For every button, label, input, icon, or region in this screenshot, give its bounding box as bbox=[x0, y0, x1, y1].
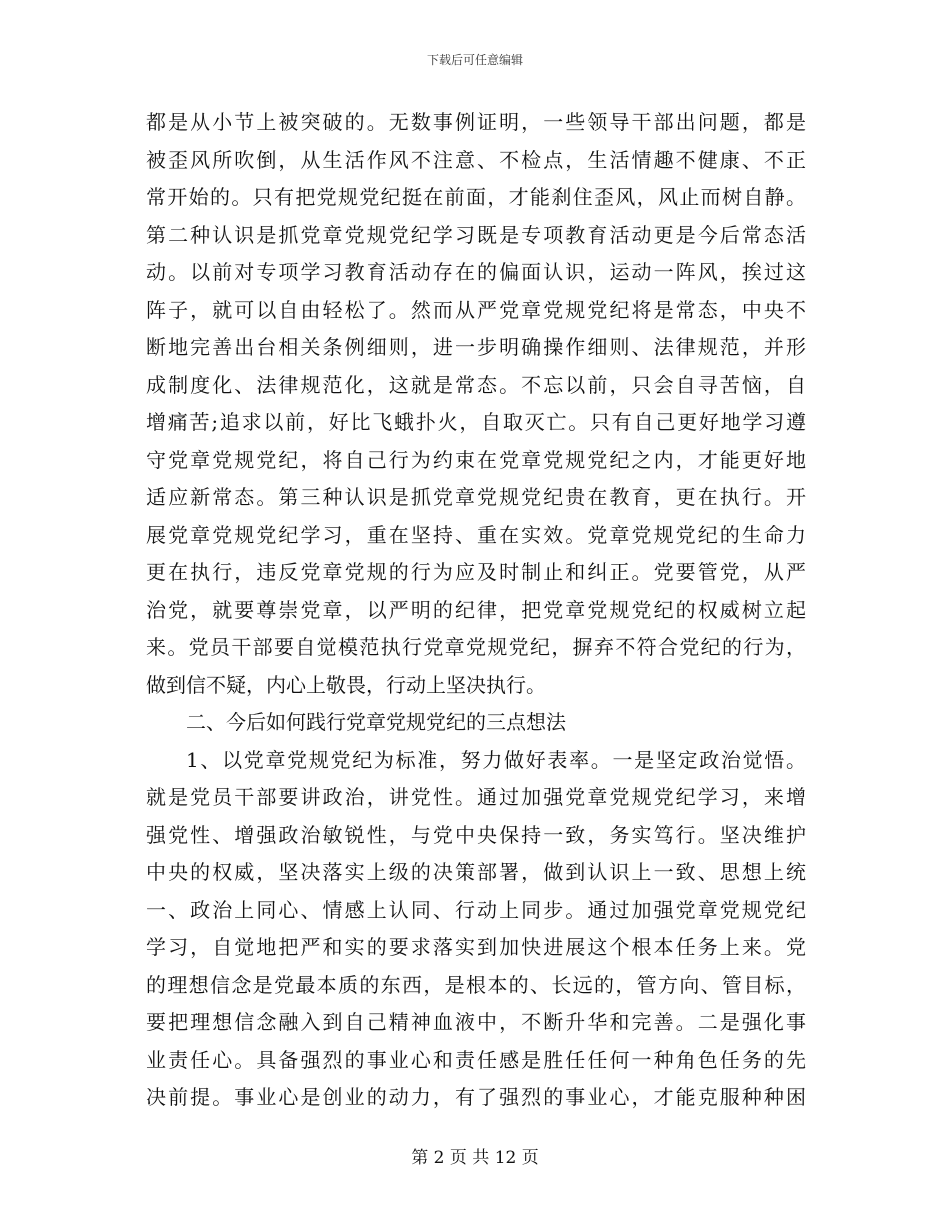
body-line: 做到信不疑，内心上敬畏，行动上坚决执行。 bbox=[146, 672, 546, 697]
body-line: 决前提。事业心是创业的动力，有了强烈的事业心，才能克服种种困 bbox=[146, 1085, 806, 1109]
body-line: 业责任心。具备强烈的事业心和责任感是胜任任何一种角色任务的先 bbox=[146, 1047, 806, 1072]
body-line: 增痛苦;追求以前，好比飞蛾扑火，自取灭亡。只有自己更好地学习遵 bbox=[146, 410, 806, 434]
document-body bbox=[146, 104, 806, 1117]
body-line: 中央的权威，坚决落实上级的决策部署，做到认识上一致、思想上统 bbox=[146, 860, 806, 884]
body-line: 的理想信念是党最本质的东西，是根本的、长远的，管方向、管目标， bbox=[146, 972, 806, 997]
body-line: 动。以前对专项学习教育活动存在的偏面认识，运动一阵风，挨过这 bbox=[146, 260, 806, 284]
body-line: 学习，自觉地把严和实的要求落实到加快进展这个根本任务上来。党 bbox=[146, 935, 806, 959]
body-line: 断地完善出台相关条例细则，进一步明确操作细则、法律规范，并形 bbox=[146, 335, 806, 359]
section-heading: 二、今后如何践行党章党规党纪的三点想法 bbox=[186, 710, 566, 734]
page-footer: 第 2 页 共 12 页 bbox=[411, 1148, 539, 1168]
body-line: 被歪风所吹倒，从生活作风不注意、不检点，生活情趣不健康、不正 bbox=[146, 147, 806, 172]
body-line: 要把理想信念融入到自己精神血液中，不断升华和完善。二是强化事 bbox=[146, 1010, 806, 1034]
body-line: 阵子，就可以自由轻松了。然而从严党章党规党纪将是常态，中央不 bbox=[146, 297, 806, 322]
body-line: 治党，就要尊崇党章，以严明的纪律，把党章党规党纪的权威树立起 bbox=[146, 597, 806, 622]
body-line: 守党章党规党纪，将自己行为约束在党章党规党纪之内，才能更好地 bbox=[146, 447, 806, 472]
body-line: 就是党员干部要讲政治，讲党性。通过加强党章党规党纪学习，来增 bbox=[146, 785, 806, 809]
body-line: 成制度化、法律规范化，这就是常态。不忘以前，只会自寻苦恼，自 bbox=[146, 372, 806, 397]
body-line: 适应新常态。第三种认识是抓党章党规党纪贵在教育，更在执行。开 bbox=[146, 485, 806, 509]
body-line: 一、政治上同心、情感上认同、行动上同步。通过加强党章党规党纪 bbox=[146, 897, 806, 922]
body-line: 1、以党章党规党纪为标准，努力做好表率。一是坚定政治觉悟。 bbox=[186, 747, 806, 772]
body-line: 展党章党规党纪学习，重在坚持、重在实效。党章党规党纪的生命力 bbox=[146, 522, 806, 547]
body-line: 更在执行，违反党章党规的行为应及时制止和纠正。党要管党，从严 bbox=[146, 560, 806, 584]
page-header: 下载后可任意编辑 bbox=[426, 53, 523, 67]
body-line: 都是从小节上被突破的。无数事例证明，一些领导干部出问题，都是 bbox=[146, 110, 806, 134]
body-line: 常开始的。只有把党规党纪挺在前面，才能刹住歪风，风止而树自静。 bbox=[146, 185, 806, 209]
body-line: 来。党员干部要自觉模范执行党章党规党纪，摒弃不符合党纪的行为， bbox=[146, 635, 806, 659]
body-line: 第二种认识是抓党章党规党纪学习既是专项教育活动更是今后常态活 bbox=[146, 222, 806, 247]
body-line: 强党性、增强政治敏锐性，与党中央保持一致，务实笃行。坚决维护 bbox=[146, 822, 806, 847]
